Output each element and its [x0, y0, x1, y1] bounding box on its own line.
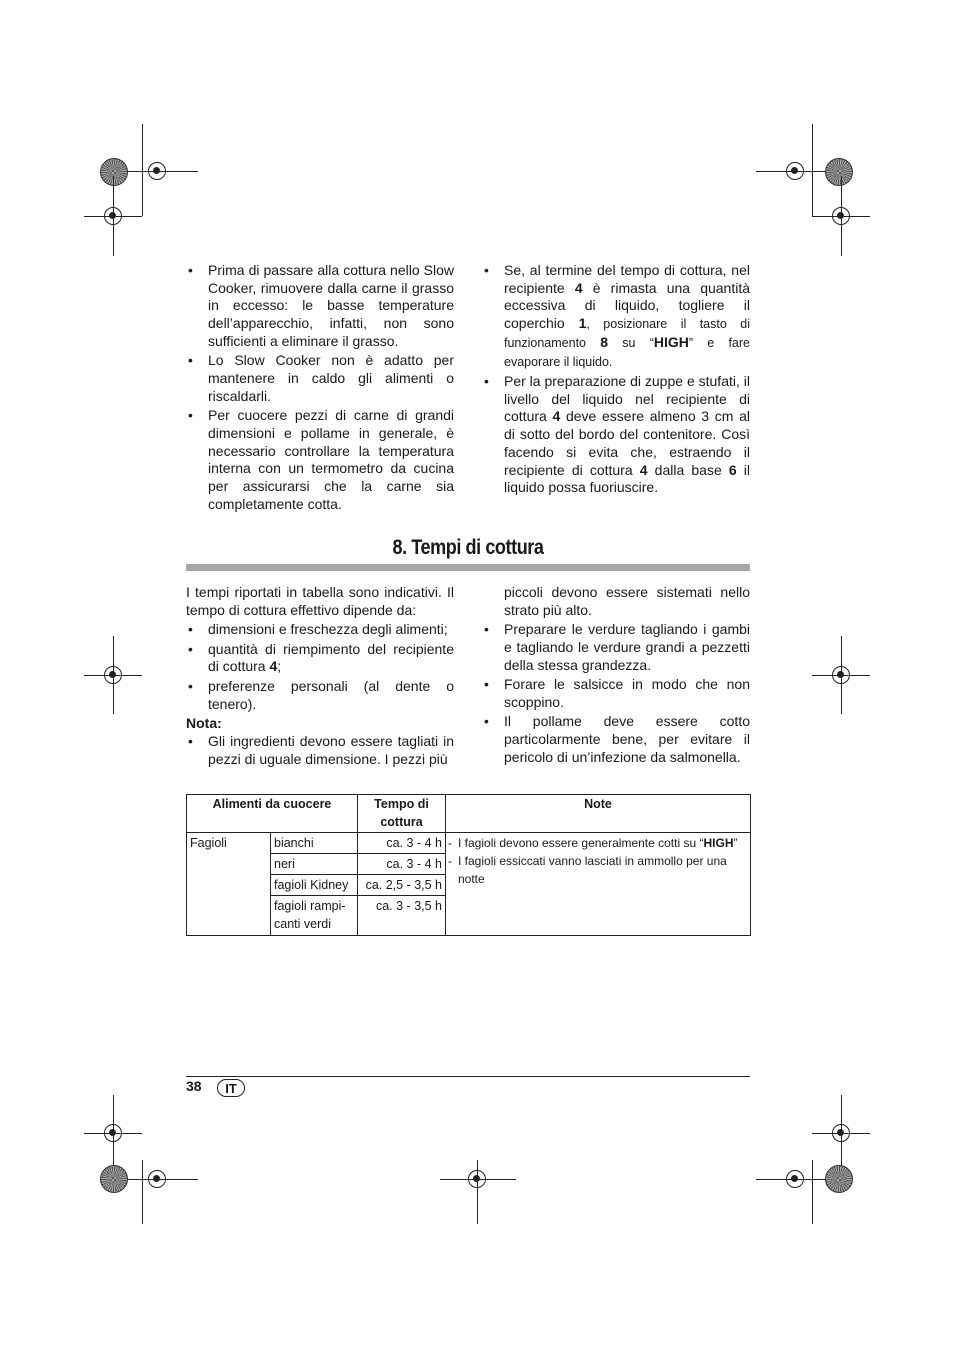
color-disc-icon — [825, 158, 853, 186]
page-number: 38 — [186, 1078, 202, 1094]
item-cell: bianchi — [271, 833, 358, 854]
bullet-item: • Prima di passare alla cottura nello Slow Cooker, rimuovere dalla carne il grasso in eccesso: le basse temperature dell’apparecchio, infatti, non sono sufficienti a eliminare il grasso. — [186, 262, 454, 351]
registration-mark-icon — [786, 162, 804, 180]
time-cell: ca. 3 - 3,5 h — [358, 896, 446, 936]
bullet-item: • Per la preparazione di zuppe e stufati, il livello del liquido nel recipiente di cottura 4 deve essere almeno 3 cm al di sotto del bordo del contenitore. Così facendo si evita che, estraendo il recipiente di cottura 4 dalla base 6 il liquido possa fuoriuscire. — [482, 373, 750, 497]
bullet-item: • preferenze personali (al dente o tenero). — [186, 678, 454, 713]
item-cell: fagioli rampi-canti verdi — [271, 896, 358, 936]
registration-mark-icon — [832, 207, 850, 225]
bullet-item: • Lo Slow Cooker non è adatto per mantenere in caldo gli alimenti o riscaldarli. — [186, 352, 454, 405]
header-time: Tempo di cottura — [358, 795, 446, 833]
registration-mark-icon — [148, 162, 166, 180]
section-title: 8. Tempi di cottura — [392, 536, 544, 559]
top-right-column — [482, 262, 750, 499]
registration-mark-icon — [104, 666, 122, 684]
bullet-item: • Forare le salsicce in modo che non scoppino. — [482, 676, 750, 711]
time-cell: ca. 3 - 4 h — [358, 854, 446, 875]
registration-mark-icon — [786, 1170, 804, 1188]
bullet-item: • quantità di riempimento del recipiente di cottura 4; — [186, 641, 454, 676]
registration-mark-icon — [832, 1124, 850, 1142]
bullet-item: • dimensioni e freschezza degli alimenti; — [186, 621, 454, 639]
note-cell: - I fagioli devono essere generalmente cotti su “HIGH” - I fagioli essiccati vanno lasciati in ammollo per una notte — [446, 833, 751, 936]
table-row — [187, 833, 751, 854]
time-cell: ca. 2,5 - 3,5 h — [358, 875, 446, 896]
bullet-item: • Se, al termine del tempo di cottura, nel recipiente 4 è rimasta una quantità eccessiva di liquido, togliere il coperchio 1, posizionare il tasto di funzionamento 8 su “HIGH” e fare evaporare il liquido. — [482, 262, 750, 371]
intro-paragraph: I tempi riportati in tabella sono indicativi. Il tempo di cottura effettivo dipende da: — [186, 584, 454, 618]
cooking-time-table — [186, 794, 751, 936]
registration-mark-icon — [104, 207, 122, 225]
item-cell: neri — [271, 854, 358, 875]
color-disc-icon — [100, 1165, 128, 1193]
item-cell: fagioli Kidney — [271, 875, 358, 896]
footer-rule — [186, 1076, 750, 1077]
bullet-item: • Per cuocere pezzi di carne di grandi dimensioni e pollame in generale, è necessario controllare la temperatura interna con un termometro da cucina per assicurarsi che la carne sia completamente cotta. — [186, 407, 454, 513]
header-food: Alimenti da cuocere — [187, 795, 358, 833]
registration-mark-icon — [468, 1170, 486, 1188]
registration-mark-icon — [832, 666, 850, 684]
registration-mark-icon — [148, 1170, 166, 1188]
title-rule — [186, 564, 750, 571]
group-cell: Fagioli — [187, 833, 271, 936]
bullet-item: • Il pollame deve essere cotto particolarmente bene, per evitare il pericolo di un’infezione da salmonella. — [482, 713, 750, 766]
registration-mark-icon — [104, 1124, 122, 1142]
mid-right-column — [482, 584, 750, 768]
header-note: Note — [446, 795, 751, 833]
color-disc-icon — [825, 1165, 853, 1193]
bullet-item: • Preparare le verdure tagliando i gambi e tagliando le verdure grandi a pezzetti della stessa grandezza. — [482, 621, 750, 674]
table-header-row — [187, 795, 751, 833]
bullet-item: • Gli ingredienti devono essere tagliati in pezzi di uguale dimensione. I pezzi più — [186, 733, 454, 768]
color-disc-icon — [100, 158, 128, 186]
top-left-column — [186, 262, 454, 515]
continued-text: piccoli devono essere sistemati nello strato più alto. — [504, 584, 750, 618]
mid-left-column — [186, 584, 454, 770]
time-cell: ca. 3 - 4 h — [358, 833, 446, 854]
language-badge: IT — [217, 1079, 245, 1097]
nota-label: Nota: — [186, 715, 222, 732]
